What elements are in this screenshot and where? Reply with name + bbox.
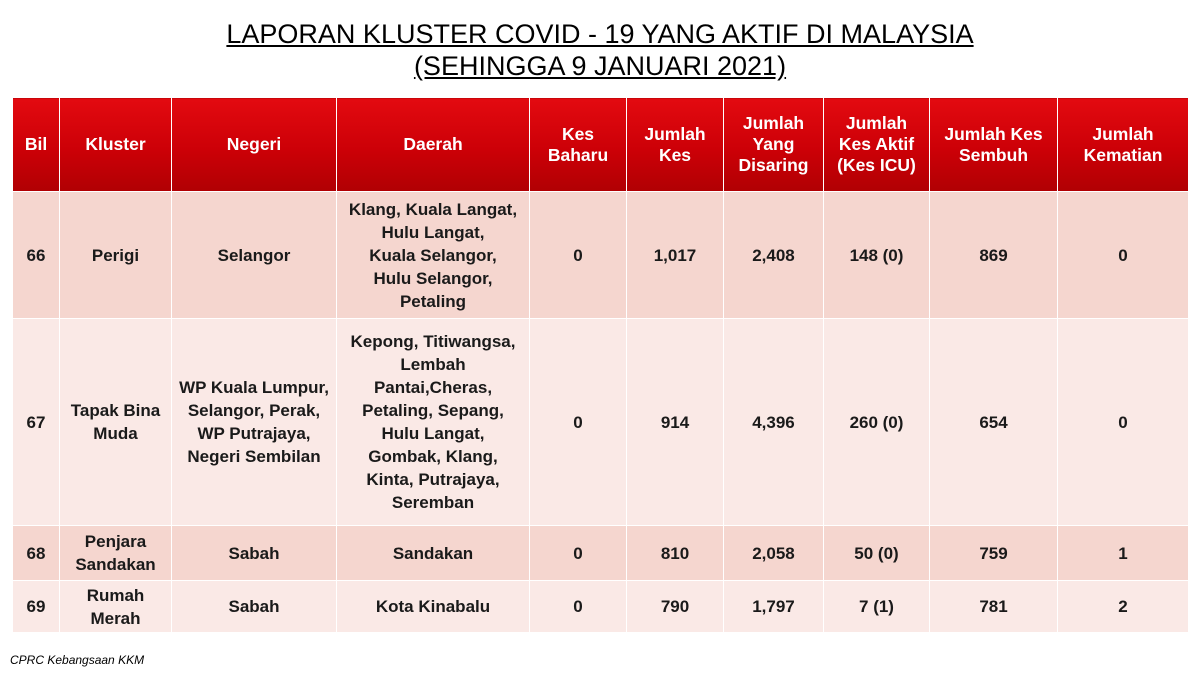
cell-line: Rumah bbox=[86, 585, 145, 605]
cell-jumlah-kematian: 0 bbox=[1058, 192, 1189, 319]
cell-jumlah-kes: 810 bbox=[627, 526, 724, 581]
cell-line: Petaling bbox=[399, 291, 467, 311]
source-credit: CPRC Kebangsaan KKM bbox=[10, 653, 145, 667]
cell-line: Hulu Selangor, bbox=[373, 268, 493, 288]
cell-jumlah-kes-sembuh: 654 bbox=[930, 319, 1058, 526]
cell-kes-baharu: 0 bbox=[530, 319, 627, 526]
cell-jumlah-kes-sembuh: 759 bbox=[930, 526, 1058, 581]
cell-line: Hulu Langat, bbox=[381, 222, 485, 242]
cell-line: Negeri Sembilan bbox=[187, 447, 321, 466]
cell-line: Sandakan bbox=[392, 543, 474, 563]
cell-line: Petaling, Sepang, bbox=[362, 401, 504, 420]
header-line: Yang bbox=[752, 134, 795, 154]
header-line: Jumlah bbox=[1092, 123, 1154, 144]
cell-jumlah-kes: 1,017 bbox=[627, 192, 724, 319]
cell-line: Hulu Langat, bbox=[381, 424, 485, 443]
cell-jumlah-kematian: 1 bbox=[1058, 526, 1189, 581]
header-negeri-label: Negeri bbox=[226, 134, 282, 154]
cell-bil: 66 bbox=[13, 192, 60, 319]
cell-bil: 69 bbox=[13, 581, 60, 633]
cell-line: Penjara bbox=[84, 532, 147, 551]
cell-kluster bbox=[60, 192, 172, 319]
cell-negeri bbox=[172, 192, 337, 319]
header-daerah bbox=[337, 98, 530, 192]
table-row bbox=[13, 581, 1189, 633]
header-jumlah-kes-aktif bbox=[824, 98, 930, 192]
cell-line: Kuala Selangor, bbox=[369, 245, 497, 265]
cell-line: Sandakan bbox=[75, 555, 156, 574]
cell-line: Kota Kinabalu bbox=[375, 597, 491, 616]
header-kes-baharu bbox=[530, 98, 627, 192]
report-title-line-2: (SEHINGGA 9 JANUARI 2021) bbox=[413, 51, 787, 81]
header-line: Baharu bbox=[547, 144, 609, 165]
cell-jumlah-kes-aktif: 7 (1) bbox=[824, 581, 930, 633]
report-title-line-1: LAPORAN KLUSTER COVID - 19 YANG AKTIF DI MALAYSIA bbox=[226, 19, 974, 49]
cell-jumlah-kes-aktif: 260 (0) bbox=[824, 319, 930, 526]
header-jumlah-kes-sembuh bbox=[930, 98, 1058, 192]
cell-jumlah-kes-sembuh: 781 bbox=[930, 581, 1058, 633]
cell-line: Klang, Kuala Langat, bbox=[348, 199, 518, 219]
header-bil-label: Bil bbox=[24, 134, 48, 154]
header-line: Kematian bbox=[1083, 144, 1163, 165]
header-kluster bbox=[60, 98, 172, 192]
cell-daerah bbox=[337, 526, 530, 581]
cell-line: Kepong, Titiwangsa, bbox=[350, 332, 516, 351]
cell-line: Gombak, Klang, bbox=[368, 447, 498, 466]
cell-line: WP Kuala Lumpur, bbox=[179, 378, 329, 397]
header-line: Sembuh bbox=[958, 144, 1029, 165]
cell-negeri bbox=[172, 526, 337, 581]
header-bil bbox=[13, 98, 60, 192]
header-line: Disaring bbox=[738, 155, 809, 175]
cell-line: Selangor bbox=[217, 245, 291, 265]
cell-line: Lembah bbox=[400, 355, 466, 374]
cell-line: WP Putrajaya, bbox=[197, 424, 311, 443]
cluster-table bbox=[12, 97, 1189, 633]
cell-jumlah-kes: 790 bbox=[627, 581, 724, 633]
cell-jumlah-disaring: 2,408 bbox=[724, 192, 824, 319]
cell-negeri bbox=[172, 581, 337, 633]
report-title bbox=[0, 18, 1200, 82]
cell-kes-baharu: 0 bbox=[530, 581, 627, 633]
cell-bil: 68 bbox=[13, 526, 60, 581]
cell-line: Perigi bbox=[91, 245, 140, 265]
cell-line: Sabah bbox=[228, 597, 280, 616]
cell-negeri bbox=[172, 319, 337, 526]
cell-daerah bbox=[337, 581, 530, 633]
table-row bbox=[13, 526, 1189, 581]
header-jumlah-kes bbox=[627, 98, 724, 192]
cell-kluster bbox=[60, 526, 172, 581]
cell-jumlah-kes-aktif: 50 (0) bbox=[824, 526, 930, 581]
cell-bil: 67 bbox=[13, 319, 60, 526]
cell-jumlah-kes-sembuh: 869 bbox=[930, 192, 1058, 319]
cell-jumlah-kematian: 0 bbox=[1058, 319, 1189, 526]
cell-line: Muda bbox=[93, 424, 138, 443]
header-kluster-label: Kluster bbox=[85, 134, 146, 154]
header-daerah-label: Daerah bbox=[403, 134, 463, 154]
cell-line: Kinta, Putrajaya, bbox=[366, 470, 500, 489]
header-jumlah-kematian bbox=[1058, 98, 1189, 192]
cell-jumlah-kes: 914 bbox=[627, 319, 724, 526]
cell-line: Tapak Bina bbox=[70, 401, 161, 420]
cell-kluster bbox=[60, 319, 172, 526]
header-line: Jumlah bbox=[845, 113, 908, 133]
header-line: Jumlah Kes bbox=[944, 123, 1043, 144]
cell-jumlah-disaring: 2,058 bbox=[724, 526, 824, 581]
header-line: Jumlah bbox=[644, 123, 706, 144]
cell-daerah bbox=[337, 319, 530, 526]
cell-kes-baharu: 0 bbox=[530, 526, 627, 581]
cell-kes-baharu: 0 bbox=[530, 192, 627, 319]
header-jumlah-disaring bbox=[724, 98, 824, 192]
cell-line: Merah bbox=[90, 608, 141, 628]
cell-jumlah-kes-aktif: 148 (0) bbox=[824, 192, 930, 319]
header-line: Kes Aktif bbox=[838, 134, 915, 154]
cell-kluster bbox=[60, 581, 172, 633]
header-line: (Kes ICU) bbox=[837, 155, 916, 175]
table-row bbox=[13, 319, 1189, 526]
cell-jumlah-disaring: 4,396 bbox=[724, 319, 824, 526]
cell-line: Seremban bbox=[391, 493, 475, 512]
cell-line: Pantai,Cheras, bbox=[373, 378, 493, 397]
cell-line: Sabah bbox=[228, 543, 280, 563]
header-line: Jumlah bbox=[742, 113, 805, 133]
header-line: Kes bbox=[561, 123, 595, 144]
cell-jumlah-kematian: 2 bbox=[1058, 581, 1189, 633]
cell-daerah bbox=[337, 192, 530, 319]
table-row bbox=[13, 192, 1189, 319]
header-line: Kes bbox=[658, 144, 692, 165]
cell-jumlah-disaring: 1,797 bbox=[724, 581, 824, 633]
header-negeri bbox=[172, 98, 337, 192]
cell-line: Selangor, Perak, bbox=[187, 401, 321, 420]
header-row bbox=[13, 98, 1189, 192]
